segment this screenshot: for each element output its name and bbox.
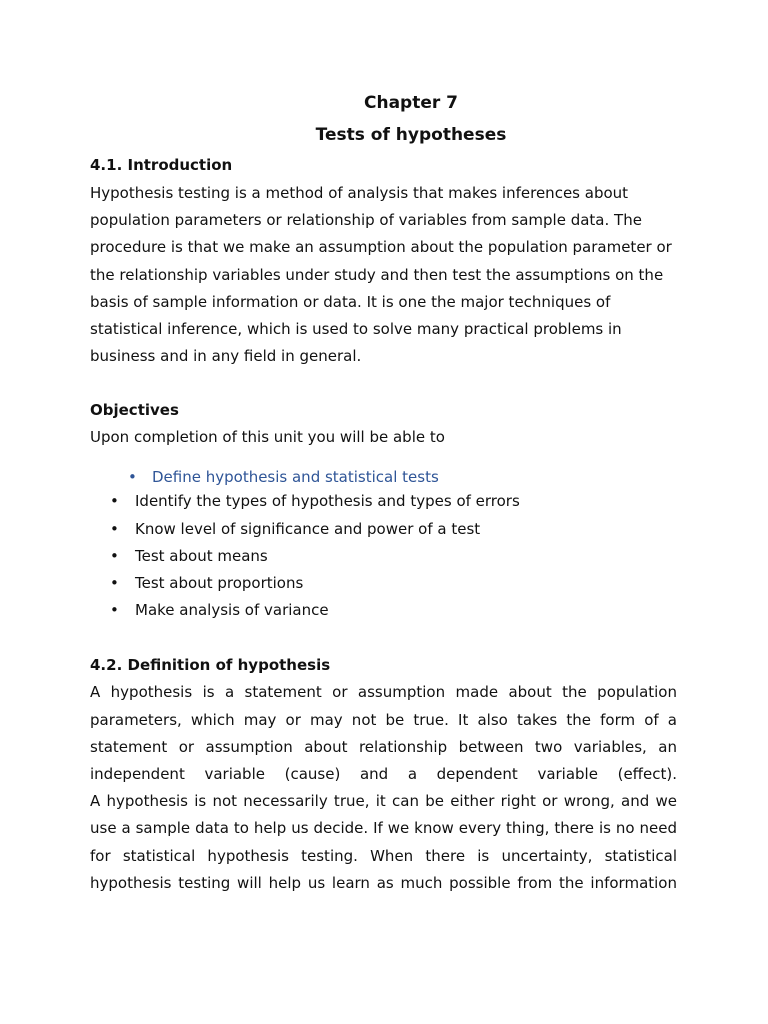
intro-line: basis of sample information or data. It is one the major techniques of <box>90 292 611 311</box>
list-item <box>90 516 677 543</box>
intro-line: population parameters or relationship of variables from sample data. The <box>90 211 642 230</box>
bullet-icon: • <box>110 601 119 620</box>
list-item-label: Test about proportions <box>135 574 304 593</box>
definition-line: A hypothesis is not necessarily true, it can be either right or wrong, and we <box>90 792 677 811</box>
list-item-label: Know level of significance and power of a test <box>135 519 481 538</box>
objectives-heading: Objectives <box>90 401 179 420</box>
list-item-label: Test about means <box>135 546 268 565</box>
list-item <box>90 543 677 570</box>
bullet-icon: • <box>110 546 119 565</box>
definition-line: use a sample data to help us decide. If we know every thing, there is no need <box>90 819 677 838</box>
objectives-lead: Upon completion of this unit you will be able to <box>90 428 445 447</box>
intro-line: Hypothesis testing is a method of analysis that makes inferences about <box>90 184 629 202</box>
list-item <box>90 597 677 624</box>
list-item <box>90 570 677 597</box>
intro-paragraph <box>90 180 677 370</box>
definition-paragraph <box>90 679 677 897</box>
intro-line: the relationship variables under study and then test the assumptions on the <box>90 265 664 284</box>
bullet-icon: • <box>110 519 119 538</box>
list-item <box>90 466 677 488</box>
list-item-label: Define hypothesis and statistical tests <box>152 468 439 487</box>
chapter-subtitle: Tests of hypotheses <box>315 125 507 145</box>
definition-line: independent variable (cause) and a dependent variable (effect). <box>90 765 677 784</box>
objectives-list <box>90 466 677 624</box>
list-item-label: Make analysis of variance <box>135 601 329 620</box>
intro-line: statistical inference, which is used to solve many practical problems in <box>90 320 622 339</box>
intro-heading: 4.1. Introduction <box>90 156 233 174</box>
chapter-title: Chapter 7 <box>363 93 458 113</box>
list-item <box>90 488 677 515</box>
definition-line: statement or assumption about relationship between two variables, an <box>90 737 677 756</box>
definition-line: A hypothesis is a statement or assumption made about the population <box>90 683 677 702</box>
document-page <box>90 90 677 897</box>
list-item-label: Identify the types of hypothesis and types of errors <box>135 492 520 511</box>
intro-line: business and in any field in general. <box>90 347 362 366</box>
intro-line: procedure is that we make an assumption about the population parameter or <box>90 238 672 257</box>
definition-line: parameters, which may or may not be true. It also takes the form of a <box>90 710 677 729</box>
definition-line: hypothesis testing will help us learn as much possible from the information <box>90 873 677 892</box>
definition-line: for statistical hypothesis testing. When there is uncertainty, statistical <box>90 846 677 865</box>
definition-heading: 4.2. Definition of hypothesis <box>90 656 331 675</box>
bullet-icon: • <box>110 492 119 511</box>
bullet-icon: • <box>110 574 119 593</box>
bullet-icon: • <box>128 468 137 487</box>
